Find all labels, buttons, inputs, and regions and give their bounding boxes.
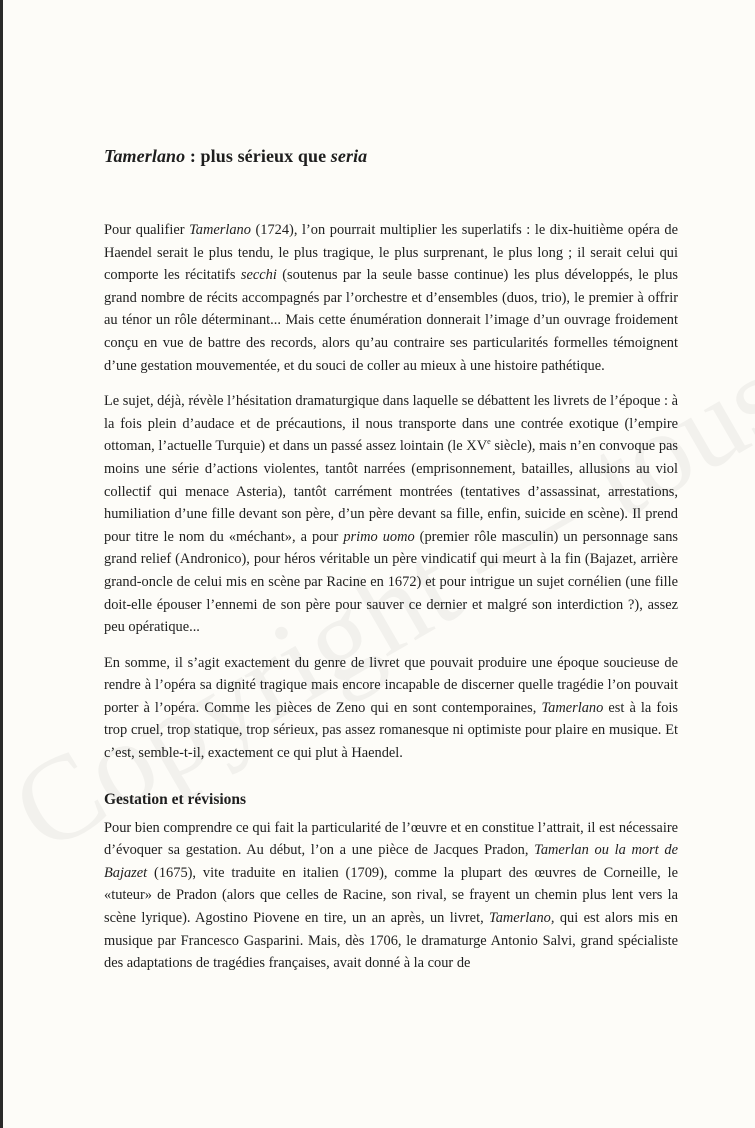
page-edge bbox=[0, 0, 3, 1128]
article-title: Tamerlano : plus sérieux que seria bbox=[104, 146, 368, 166]
paragraph-1: Pour qualifier Tamerlano (1724), l’on pourrait multiplier les superlatifs : le dix-huitième opéra de Haendel serait le plus tendu, le plus tragique, le plus surprenant, le plus long ; il serait celui qui comporte les récitatifs secchi (soutenus par la seule basse continue) les plus développés, le plus grand nombre de récits accompagnés par l’orchestre et d’ensembles (duos, trio), le premier à offrir au ténor un rôle déterminant... Mais cette énumération donnerait l’image d’un ouvrage froidement conçu en vue de battre des records, alors qu’au contraire ses particularités formelles témoignent d’une gestation mouvementée, et du souci de coller au mieux à une histoire pathétique. bbox=[104, 222, 678, 374]
article bbox=[104, 146, 678, 988]
section-title: Gestation et révisions bbox=[104, 790, 247, 808]
paragraph-2: Le sujet, déjà, révèle l’hésitation dramaturgique dans laquelle se débattent les livrets de l’époque : à la fois plein d’audace et de précautions, il nous transporte dans une contrée exotique (l’empire ottoman, l’actuelle Turquie) et dans un passé assez lointain (le XVe siècle), mais n’en convoque pas moins une série d’actions violentes, tantôt narrées (emprisonnement, batailles, allusions au viol collectif qui menace Asteria), tantôt carrément montrées (tentatives d’assassinat, arrestations, humiliation d’une fille devant son père, d’un père devant sa fille, enfin, suicide en scène). Il prend pour titre le nom du «méchant», a pour primo uomo (premier rôle masculin) un personnage sans grand relief (Andronico), pour héros véritable un père vindicatif qui meurt à la fin (Bajazet, arrière grand-oncle de celui mis en scène par Racine en 1672) et pour intrigue un sujet cornélien (une fille doit-elle épouser l’ennemi de son père pour sauver ce dernier et malgré son interdiction ?), assez peu opératique... bbox=[104, 393, 679, 636]
paragraph-4: Pour bien comprendre ce qui fait la particularité de l’œuvre et en constitue l’attrait, il est nécessaire d’évoquer sa gestation. Au début, l’on a une pièce de Jacques Pradon, Tamerlan ou la mort de Bajazet (1675), vite traduite en italien (1709), comme la plupart des œuvres de Corneille, le «tuteur» de Pradon (alors que celles de Racine, son rival, se frayent un chemin plus lent vers la scène lyrique). Agostino Piovene en tire, un an après, un livret, Tamerlano, qui est alors mis en musique par Francesco Gasparini. Mais, dès 1706, le dramaturge Antonio Salvi, grand spécialiste des adaptations de tragédies françaises, avait donné à la cour de bbox=[104, 819, 678, 972]
paragraph-3: En somme, il s’agit exactement du genre de livret que pouvait produire une époque soucieuse de rendre à l’opéra sa dignité tragique mais encore incapable de discerner quelle tragédie l’on pouvait porter à l’opéra. Comme les pièces de Zeno qui en sont contemporaines, Tamerlano est à la fois trop cruel, trop statique, trop sérieux, pas assez romanesque ni optimiste pour plaire en musique. Et c’est, semble-t-il, exactement ce qui plut à Haendel. bbox=[104, 654, 678, 762]
